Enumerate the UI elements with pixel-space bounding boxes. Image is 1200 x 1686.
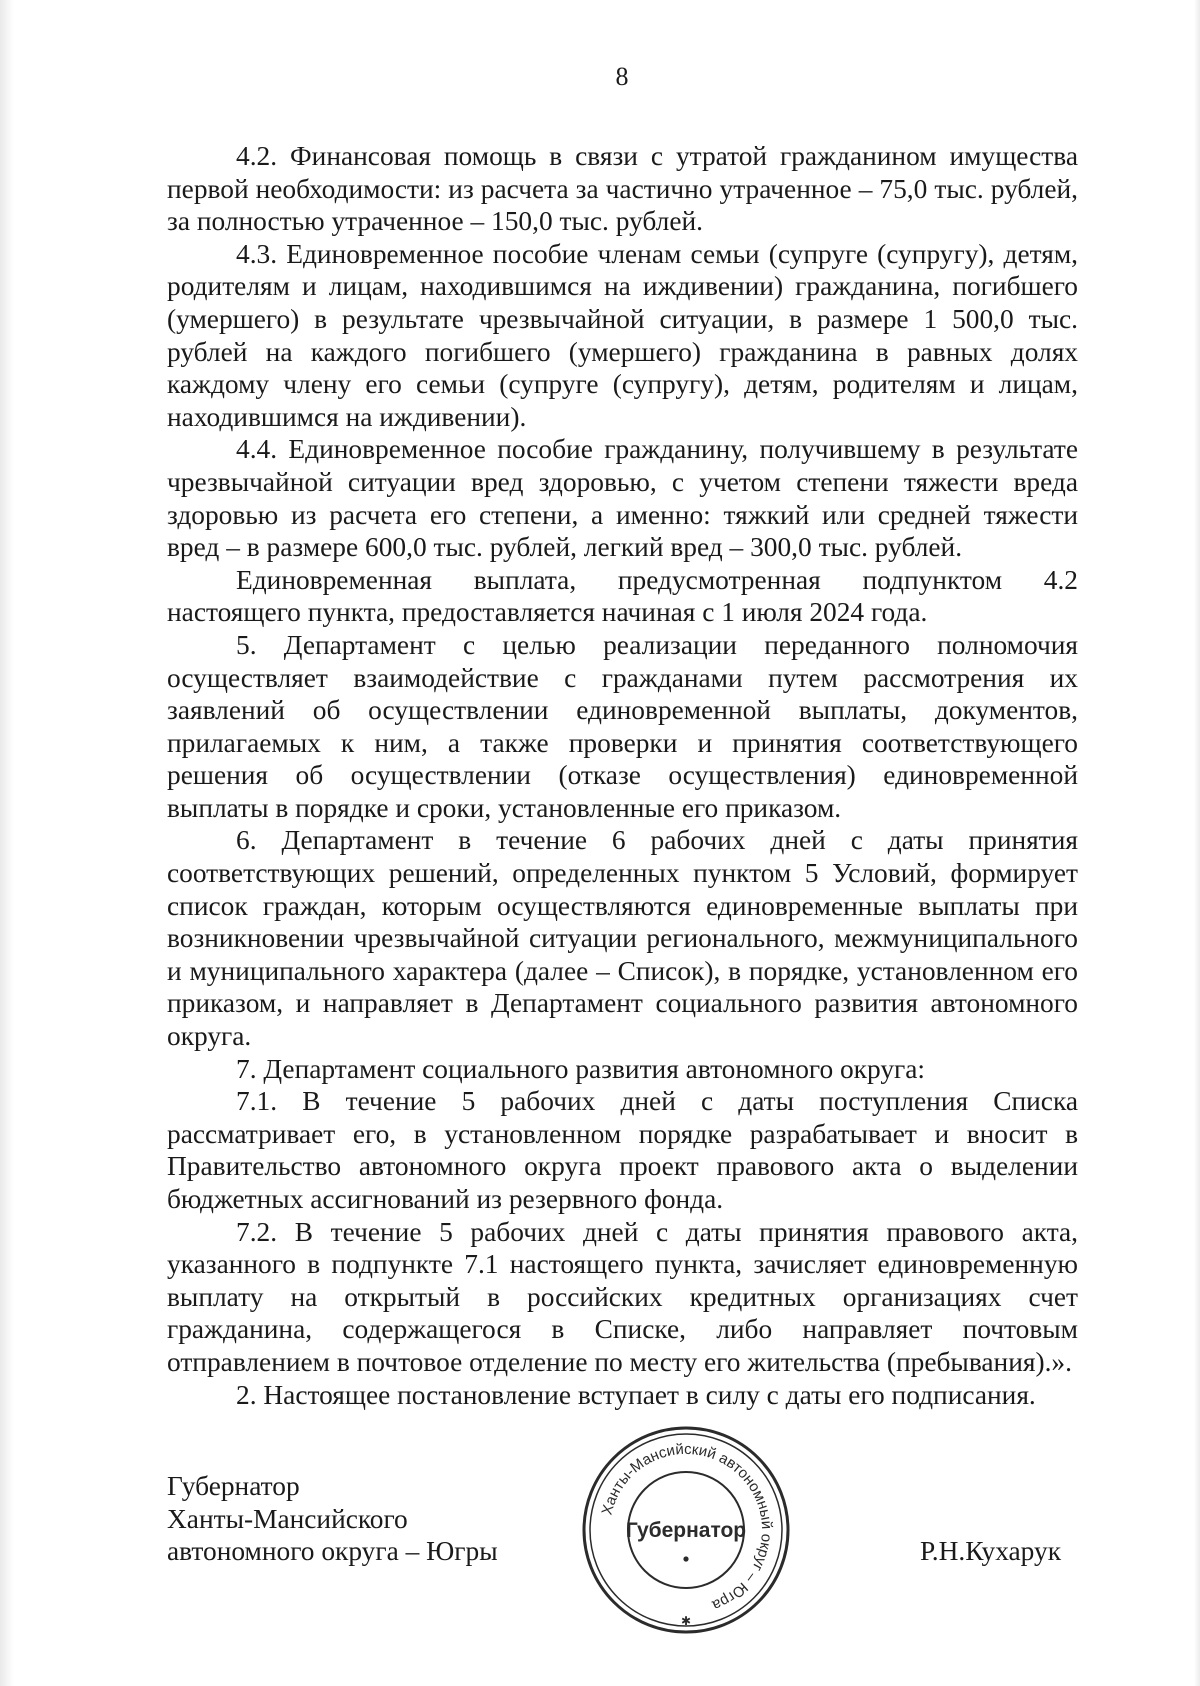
seal-star-icon: ✱ — [680, 1614, 692, 1628]
paragraph-2-effective: 2. Настоящее постановление вступает в силу с даты его подписания. — [236, 1379, 1036, 1410]
paragraph-4-2: 4.2. Финансовая помощь в связи с утратой гражданином имущества первой необходимости: из расчета за частично утраченное – 75,0 тыс. рублей, за полностью утраченное – 150,0 тыс. рублей. — [167, 141, 1078, 237]
seal-center-text: Губернатор — [625, 1519, 747, 1542]
paragraph-7-1: 7.1. В течение 5 рабочих дней с даты поступления Списка рассматривает его, в установленном порядке разрабатывает и вносит в Правительство автономного округа проект правового акта о выделении бюджетных ассигнований из резервного фонда. — [167, 1086, 1078, 1214]
signatory-title-line: Губернатор — [167, 1471, 300, 1501]
paragraph-6: 6. Департамент в течение 6 рабочих дней с даты принятия соответствующих решений, определенных пунктом 5 Условий, формирует список граждан, которым осуществляются единовременные выплаты при возникновении чрезвычайной ситуации регионального, межмуниципального и муниципального характера (далее – Список), в порядке, установленном его приказом, и направляет в Департамент социального развития автономного округа. — [167, 825, 1078, 1052]
paragraph-7: 7. Департамент социального развития автономного округа: — [236, 1053, 926, 1084]
scan-right-edge — [1194, 0, 1200, 1686]
paragraph-4-4: 4.4. Единовременное пособие гражданину, получившему в результате чрезвычайной ситуации вред здоровью, с учетом степени тяжести вреда здоровью из расчета его степени, а именно: тяжкий или средней тяжести вред – в размере 600,0 тыс. рублей, легкий вред – 300,0 тыс. рублей. — [167, 434, 1078, 563]
signatory-title-line: Ханты-Мансийского — [167, 1503, 408, 1534]
paragraph-7-2: 7.2. В течение 5 рабочих дней с даты принятия правового акта, указанного в подпункте 7.1 настоящего пункта, зачисляет единовременную выплату на открытый в российских кредитных организациях счет гражданина, содержащегося в Списке, либо направляет почтовым отправлением в почтовое отделение по месту его жительства (пребывания).». — [167, 1216, 1078, 1377]
scan-left-edge — [0, 0, 14, 1686]
signatory-name: Р.Н.Кухарук — [920, 1536, 1062, 1566]
signatory-title — [167, 1470, 498, 1568]
document-body — [167, 140, 1078, 1411]
official-seal — [580, 1424, 792, 1636]
signatory-title-line: автономного округа – Югры — [167, 1536, 498, 1567]
seal-ring-text: Ханты-Мансийский автономный округ – Югра — [598, 1440, 776, 1614]
paragraph-lump-sum-note: Единовременная выплата, предусмотренная подпунктом 4.2 настоящего пункта, предоставляется начиная с 1 июля 2024 года. — [167, 564, 1078, 628]
paragraph-4-3: 4.3. Единовременное пособие членам семьи (супруге (супругу), детям, родителям и лицам, находившимся на иждивении) гражданина, погибшего (умершего) в результате чрезвычайной ситуации, в размере 1 500,0 тыс. рублей на каждого погибшего (умершего) гражданина в равных долях каждому члену его семьи (супруге (супругу), детям, родителям и лицам, находившимся на иждивении). — [167, 238, 1078, 432]
paragraph-5: 5. Департамент с целью реализации переданного полномочия осуществляет взаимодействие с гражданами путем рассмотрения их заявлений об осуществлении единовременной выплаты, документов, прилагаемых к ним, а также проверки и принятия соответствующего решения об осуществлении (отказе осуществления) единовременной выплаты в порядке и сроки, установленные его приказом. — [167, 629, 1078, 823]
page-number: 8 — [615, 62, 629, 91]
seal-center-dot — [683, 1556, 688, 1561]
